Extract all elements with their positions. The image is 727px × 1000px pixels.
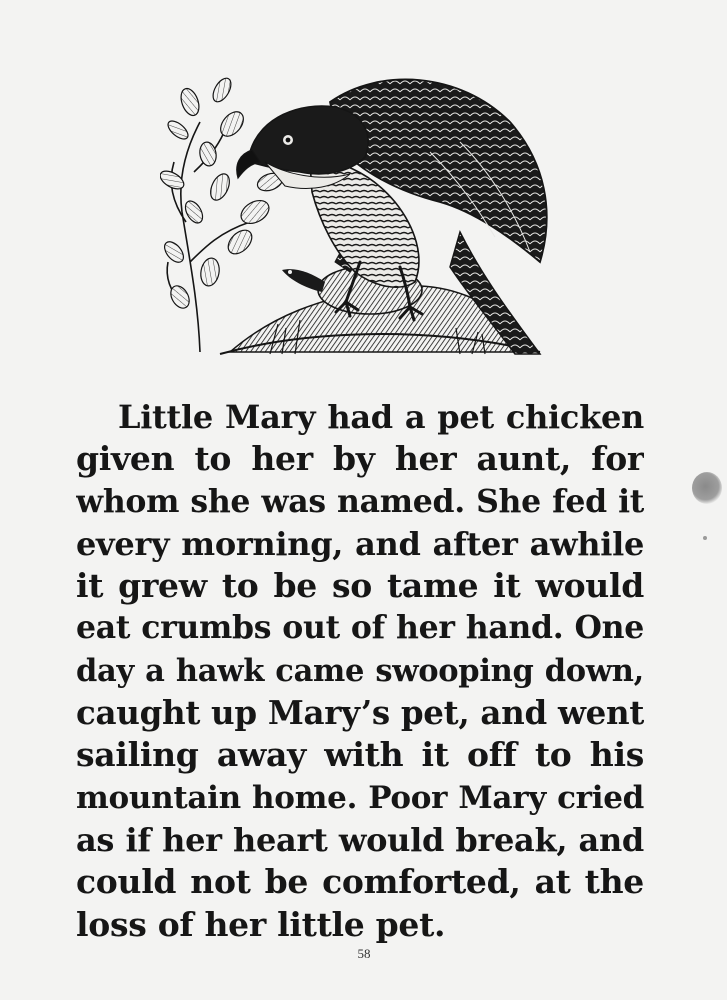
story-line: given to her by her aunt, for [76, 439, 644, 479]
page-number: 58 [357, 946, 371, 961]
story-line: every morning, and after awhile [76, 524, 644, 563]
leaves [160, 75, 285, 311]
story-line: Little Mary had a pet chicken [118, 398, 644, 436]
story-line: eat crumbs out of her hand. One [76, 609, 644, 647]
story-line: day a hawk came swooping down, [76, 652, 644, 689]
story-line: loss of her little pet. [76, 904, 446, 944]
paper-speck [703, 536, 707, 540]
story-line: sailing away with it off to his [76, 735, 644, 775]
story-line: it grew to be so tame it would [76, 566, 644, 606]
story-line: could not be comforted, at the [76, 862, 644, 902]
story-line: caught up Mary’s pet, and went [76, 693, 644, 733]
story-line: mountain home. Poor Mary cried [76, 779, 644, 816]
ink-blot-mark [692, 472, 722, 504]
hawk-illustration [160, 62, 570, 357]
story-paragraph [76, 396, 644, 946]
story-line: whom she was named. She fed it [76, 482, 644, 520]
story-line: as if her heart would break, and [76, 820, 644, 859]
